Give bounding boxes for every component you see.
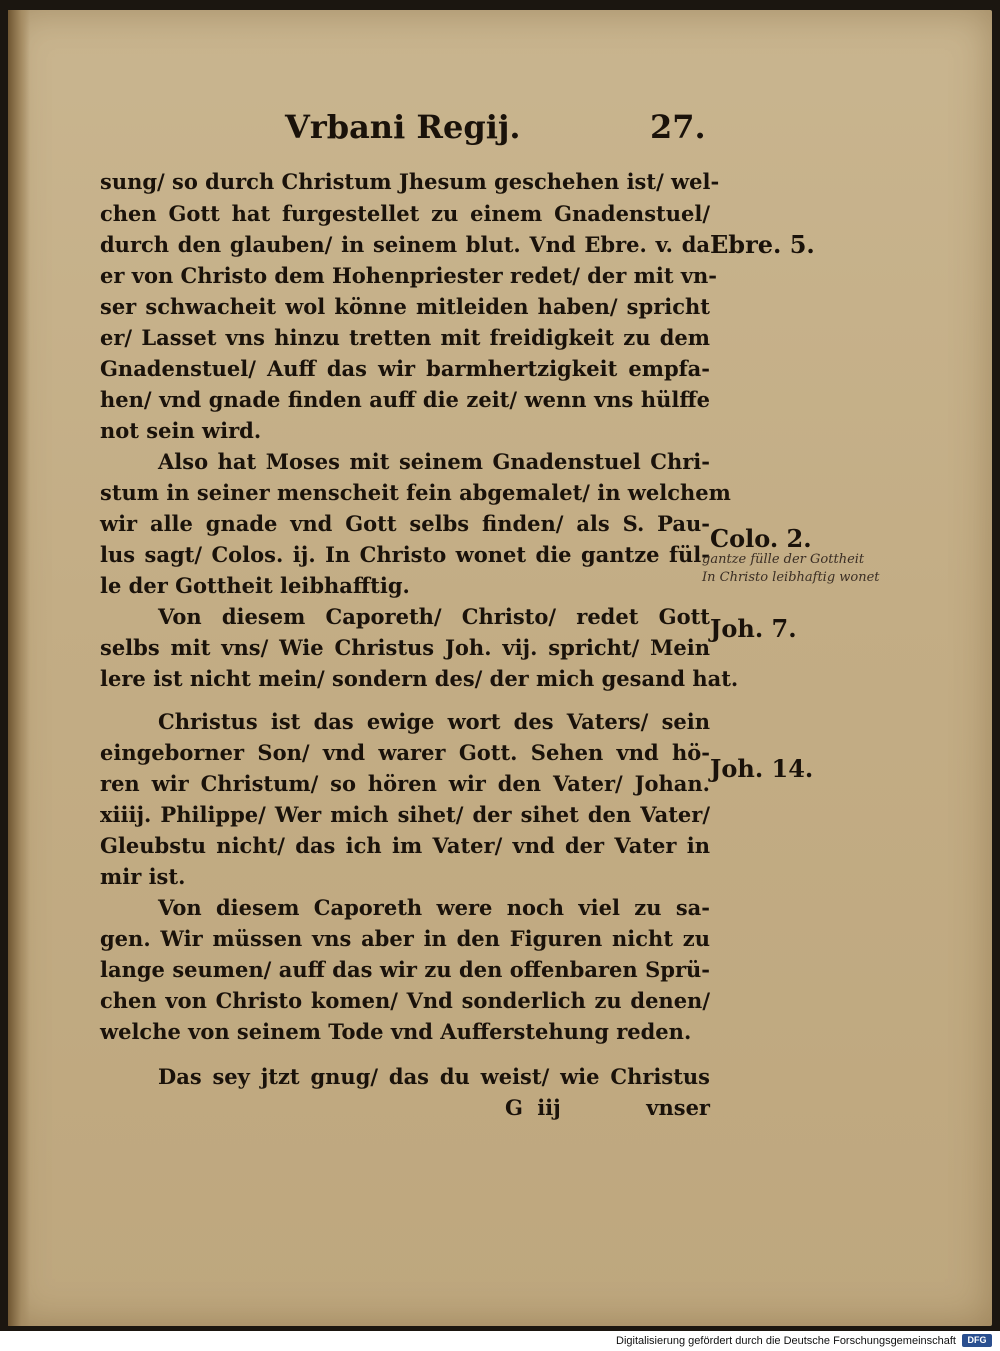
text-line: Von diesem Caporeth were noch viel zu sa- <box>158 895 710 920</box>
text-line: xiiij. Philippe/ Wer mich sihet/ der sihet den Vater/ <box>100 802 710 827</box>
text-line: wir alle gnade vnd Gott selbs finden/ als S. Pau- <box>100 511 710 536</box>
text-line: lus sagt/ Colos. ij. In Christo wonet die gantze fül- <box>100 542 710 567</box>
margin-note-ebre: Ebre. 5. <box>710 230 815 259</box>
signature-catchword-line: G iij vnser <box>505 1095 710 1120</box>
handwritten-annotation-line: gantze fülle der Gottheit <box>702 552 865 567</box>
text-line: lange seumen/ auff das wir zu den offenbaren Sprü- <box>100 957 710 982</box>
text-line: Gleubstu nicht/ das ich im Vater/ vnd der Vater in <box>100 833 710 858</box>
text-line: le der Gottheit leibhafftig. <box>100 573 410 598</box>
text-line: not sein wird. <box>100 418 262 443</box>
text-line: lere ist nicht mein/ sondern des/ der mich gesand hat. <box>100 666 739 691</box>
text-line: chen von Christo komen/ Vnd sonderlich zu denen/ <box>100 988 710 1013</box>
text-line: selbs mit vns/ Wie Christus Joh. vij. spricht/ Mein <box>100 635 710 660</box>
text-line: er/ Lasset vns hinzu tretten mit freidigkeit zu dem <box>100 325 710 350</box>
text-line: mir ist. <box>100 864 186 889</box>
margin-note-joh-14: Joh. 14. <box>710 754 814 783</box>
text-line: ser schwacheit wol könne mitleiden haben/ spricht <box>100 294 710 319</box>
text-line: Von diesem Caporeth/ Christo/ redet Gott <box>158 604 710 629</box>
text-line: Gnadenstuel/ Auff das wir barmhertzigkeit empfa- <box>100 356 710 381</box>
text-line: chen Gott hat furgestellet zu einem Gnadenstuel/ <box>100 201 710 226</box>
text-line: sung/ so durch Christum Jhesum geschehen ist/ wel- <box>100 169 720 194</box>
margin-note-joh-7: Joh. 7. <box>710 614 797 643</box>
text-line: Christus ist das ewige wort des Vaters/ sein <box>158 709 710 734</box>
text-line: welche von seinem Tode vnd Aufferstehung reden. <box>100 1019 692 1044</box>
text-line: Das sey jtzt gnug/ das du weist/ wie Christus <box>158 1064 710 1089</box>
text-line: hen/ vnd gnade finden auff die zeit/ wenn vns hülffe <box>100 387 710 412</box>
text-line: eingeborner Son/ vnd warer Gott. Sehen vnd hö- <box>100 740 710 765</box>
text-line: gen. Wir müssen vns aber in den Figuren nicht zu <box>100 926 710 951</box>
text-line: er von Christo dem Hohenpriester redet/ der mit vn- <box>100 263 718 288</box>
dfg-logo: DFG <box>962 1334 992 1347</box>
footer-bar <box>0 1331 1000 1351</box>
handwritten-annotation-line: In Christo leibhaftig wonet <box>702 570 880 585</box>
margin-note-colo: Colo. 2. <box>710 524 812 553</box>
running-title: Vrbani Regij. <box>285 108 521 146</box>
text-line: ren wir Christum/ so hören wir den Vater/ Johan. <box>100 771 710 796</box>
funding-credit: Digitalisierung gefördert durch die Deutsche Forschungsgemeinschaft <box>616 1335 956 1347</box>
text-line: stum in seiner menscheit fein abgemalet/ in welchem <box>100 480 731 505</box>
page-binding-edge <box>8 10 30 1326</box>
text-line: Also hat Moses mit seinem Gnadenstuel Chri- <box>158 449 710 474</box>
page-number: 27. <box>650 108 706 146</box>
text-line: durch den glauben/ in seinem blut. Vnd Ebre. v. da <box>100 232 710 257</box>
